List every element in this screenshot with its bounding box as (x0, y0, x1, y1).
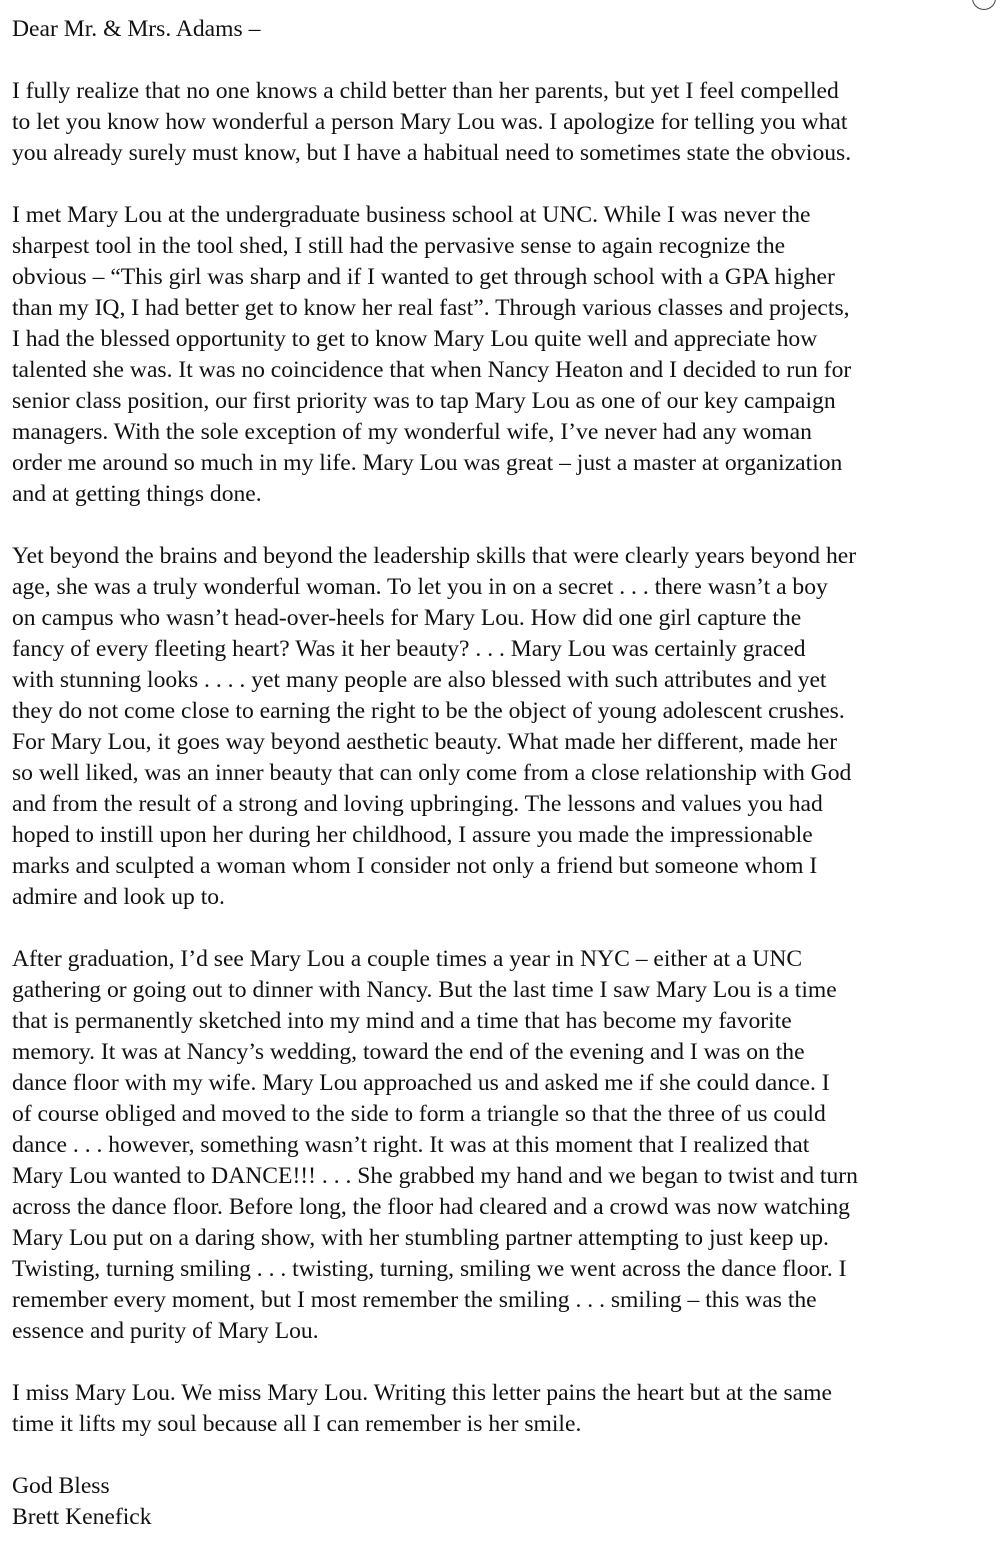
text-line: marks and sculpted a woman whom I consider not only a friend but someone whom I (12, 853, 818, 879)
text-line: I miss Mary Lou. We miss Mary Lou. Writing this letter pains the heart but at the same (12, 1380, 832, 1406)
text-line: remember every moment, but I most remember the smiling . . . smiling – this was the (12, 1287, 817, 1313)
text-line: I fully realize that no one knows a child better than her parents, but yet I feel compelled (12, 78, 839, 104)
text-line: I had the blessed opportunity to get to know Mary Lou quite well and appreciate how (12, 326, 818, 352)
text-line: on campus who wasn’t head-over-heels for Mary Lou. How did one girl capture the (12, 605, 802, 631)
text-line: Yet beyond the brains and beyond the leadership skills that were clearly years beyond her (12, 543, 857, 569)
paragraph-1 (12, 76, 974, 169)
closing: God Bless (12, 1473, 110, 1499)
text-line: memory. It was at Nancy’s wedding, toward the end of the evening and I was on the (12, 1039, 805, 1065)
text-line: with stunning looks . . . . yet many people are also blessed with such attributes and yet (12, 667, 827, 693)
text-line: admire and look up to. (12, 884, 225, 910)
salutation (12, 14, 974, 45)
signature: Brett Kenefick (12, 1504, 152, 1530)
text-line: and at getting things done. (12, 481, 262, 507)
text-line: across the dance floor. Before long, the floor had cleared and a crowd was now watching (12, 1194, 850, 1220)
paragraph-3 (12, 541, 974, 913)
text-line: than my IQ, I had better get to know her real fast”. Through various classes and projects, (12, 295, 850, 321)
text-line: gathering or going out to dinner with Nancy. But the last time I saw Mary Lou is a time (12, 977, 837, 1003)
text-line: hoped to instill upon her during her childhood, I assure you made the impressionable (12, 822, 813, 848)
sign-off (12, 1471, 974, 1533)
text-line: so well liked, was an inner beauty that can only come from a close relationship with God (12, 760, 852, 786)
text-line: fancy of every fleeting heart? Was it her beauty? . . . Mary Lou was certainly graced (12, 636, 806, 662)
text-line: talented she was. It was no coincidence that when Nancy Heaton and I decided to run for (12, 357, 852, 383)
text-line: For Mary Lou, it goes way beyond aesthetic beauty. What made her different, made her (12, 729, 838, 755)
text-line: you already surely must know, but I have a habitual need to sometimes state the obvious. (12, 140, 852, 166)
text-line: After graduation, I’d see Mary Lou a couple times a year in NYC – either at a UNC (12, 946, 803, 972)
paragraph-2 (12, 200, 974, 510)
text-line: obvious – “This girl was sharp and if I wanted to get through school with a GPA higher (12, 264, 835, 290)
text-line: Mary Lou wanted to DANCE!!! . . . She grabbed my hand and we began to twist and turn (12, 1163, 858, 1189)
text-line: that is permanently sketched into my mind and a time that has become my favorite (12, 1008, 792, 1034)
text-line: dance floor with my wife. Mary Lou approached us and asked me if she could dance. I (12, 1070, 830, 1096)
text-line: I met Mary Lou at the undergraduate business school at UNC. While I was never the (12, 202, 811, 228)
text-line: essence and purity of Mary Lou. (12, 1318, 319, 1344)
letter-page (12, 14, 974, 1533)
text-line: of course obliged and moved to the side to form a triangle so that the three of us could (12, 1101, 826, 1127)
text-line: time it lifts my soul because all I can remember is her smile. (12, 1411, 582, 1437)
salutation-line: Dear Mr. & Mrs. Adams – (12, 16, 261, 42)
paragraph-5 (12, 1378, 974, 1440)
text-line: senior class position, our first priority was to tap Mary Lou as one of our key campaign (12, 388, 836, 414)
text-line: age, she was a truly wonderful woman. To let you in on a secret . . . there wasn’t a boy (12, 574, 828, 600)
text-line: and from the result of a strong and loving upbringing. The lessons and values you had (12, 791, 823, 817)
corner-mark (972, 0, 996, 10)
text-line: order me around so much in my life. Mary Lou was great – just a master at organization (12, 450, 843, 476)
paragraph-4 (12, 944, 974, 1347)
text-line: Twisting, turning smiling . . . twisting, turning, smiling we went across the dance floor. I (12, 1256, 847, 1282)
text-line: Mary Lou put on a daring show, with her stumbling partner attempting to just keep up. (12, 1225, 829, 1251)
text-line: they do not come close to earning the right to be the object of young adolescent crushes. (12, 698, 845, 724)
text-line: managers. With the sole exception of my wonderful wife, I’ve never had any woman (12, 419, 812, 445)
text-line: dance . . . however, something wasn’t right. It was at this moment that I realized that (12, 1132, 810, 1158)
text-line: sharpest tool in the tool shed, I still had the pervasive sense to again recognize the (12, 233, 786, 259)
text-line: to let you know how wonderful a person Mary Lou was. I apologize for telling you what (12, 109, 848, 135)
